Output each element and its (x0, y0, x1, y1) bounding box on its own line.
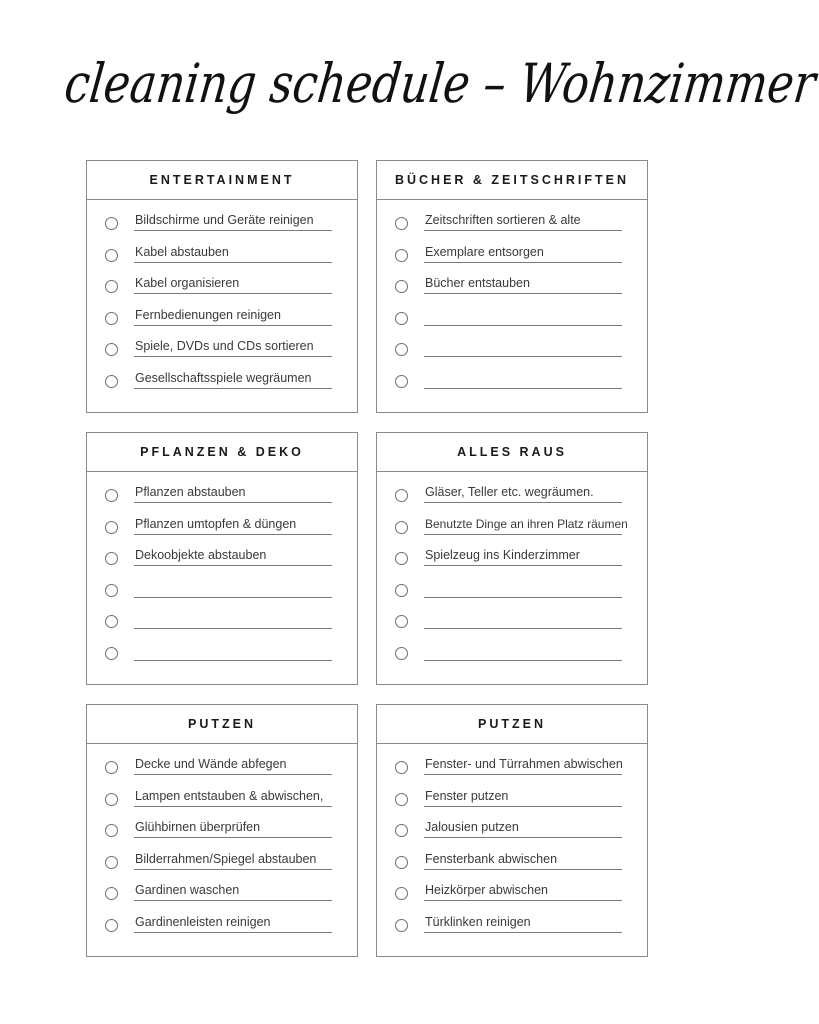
checklist-item[interactable] (87, 209, 357, 241)
writing-line (134, 325, 332, 326)
writing-line (424, 774, 622, 775)
checklist-item[interactable] (87, 639, 357, 671)
checklist-item[interactable] (377, 753, 647, 785)
checkbox-circle-icon[interactable] (105, 489, 118, 502)
card-header: PUTZEN (87, 705, 357, 744)
checkbox-circle-icon[interactable] (395, 887, 408, 900)
writing-line (424, 262, 622, 263)
item-label: Gläser, Teller etc. wegräumen. (425, 485, 594, 499)
item-label: Gardinenleisten reinigen (135, 914, 271, 929)
checklist-item[interactable] (87, 848, 357, 880)
checkbox-circle-icon[interactable] (395, 312, 408, 325)
checklist-item[interactable] (377, 209, 647, 241)
item-label: Gardinen waschen (135, 883, 240, 898)
checkbox-circle-icon[interactable] (395, 375, 408, 388)
checklist-item[interactable] (377, 304, 647, 336)
card-header: PFLANZEN & DEKO (87, 433, 357, 472)
item-label: Bilderrahmen/Spiegel abstauben (135, 851, 317, 866)
checklist-item[interactable] (87, 576, 357, 608)
item-label: Türklinken reinigen (425, 914, 531, 929)
checkbox-circle-icon[interactable] (395, 217, 408, 230)
checklist-item[interactable] (377, 576, 647, 608)
checkbox-circle-icon[interactable] (395, 280, 408, 293)
checklist-item[interactable] (377, 367, 647, 399)
writing-line (134, 565, 332, 566)
writing-line (424, 806, 622, 807)
checkbox-circle-icon[interactable] (105, 584, 118, 597)
writing-line (424, 356, 622, 357)
item-label: Fernbedienungen reinigen (135, 307, 281, 322)
item-label: Bildschirme und Geräte reinigen (135, 213, 314, 227)
checklist-item[interactable] (377, 272, 647, 304)
checkbox-circle-icon[interactable] (395, 824, 408, 837)
item-label: Bücher entstauben (425, 276, 530, 291)
checklist-item[interactable] (87, 911, 357, 943)
checkbox-circle-icon[interactable] (105, 793, 118, 806)
checkbox-circle-icon[interactable] (105, 312, 118, 325)
checklist-item[interactable] (377, 607, 647, 639)
checklist-item[interactable] (87, 241, 357, 273)
card-alles-raus (376, 432, 648, 685)
item-label: Jalousien putzen (425, 820, 519, 835)
card-header: BÜCHER & ZEITSCHRIFTEN (377, 161, 647, 200)
checkbox-circle-icon[interactable] (395, 856, 408, 869)
checklist-item[interactable] (87, 367, 357, 399)
checkbox-circle-icon[interactable] (105, 280, 118, 293)
item-label: Dekoobjekte abstauben (135, 548, 267, 563)
checkbox-circle-icon[interactable] (395, 793, 408, 806)
checkbox-circle-icon[interactable] (395, 521, 408, 534)
checklist-item[interactable] (377, 911, 647, 943)
item-label: Fenster putzen (425, 788, 509, 803)
writing-line (134, 388, 332, 389)
card-header: PUTZEN (377, 705, 647, 744)
writing-line (424, 932, 622, 933)
writing-line (134, 262, 332, 263)
writing-line (424, 628, 622, 629)
item-label: Benutzte Dinge an ihren Platz räumen (425, 516, 628, 531)
item-label: Fenster- und Türrahmen abwischen (425, 757, 623, 771)
checkbox-circle-icon[interactable] (395, 615, 408, 628)
writing-line (134, 230, 332, 231)
checkbox-circle-icon[interactable] (105, 615, 118, 628)
checklist-item[interactable] (87, 879, 357, 911)
writing-line (134, 837, 332, 838)
checkbox-circle-icon[interactable] (105, 249, 118, 262)
item-label: Glühbirnen überprüfen (135, 820, 261, 835)
item-label: Kabel organisieren (135, 276, 240, 291)
checkbox-circle-icon[interactable] (105, 343, 118, 356)
item-label: Spielzeug ins Kinderzimmer (425, 548, 580, 563)
item-label: Fensterbank abwischen (425, 851, 558, 866)
checkbox-circle-icon[interactable] (395, 761, 408, 774)
card-putzen-right (376, 704, 648, 957)
writing-line (424, 837, 622, 838)
writing-line (134, 806, 332, 807)
checklist-item[interactable] (377, 816, 647, 848)
writing-line (134, 660, 332, 661)
checkbox-circle-icon[interactable] (105, 647, 118, 660)
checklist-item[interactable] (87, 607, 357, 639)
writing-line (134, 932, 332, 933)
checklist-item[interactable] (377, 544, 647, 576)
item-label: Lampen entstauben & abwischen, (135, 788, 324, 803)
checklist-item[interactable] (377, 241, 647, 273)
writing-line (424, 388, 622, 389)
checklist-item[interactable] (377, 639, 647, 671)
writing-line (424, 293, 622, 294)
item-label: Heizkörper abwischen (425, 883, 548, 898)
writing-line (424, 869, 622, 870)
checkbox-circle-icon[interactable] (395, 343, 408, 356)
writing-line (424, 900, 622, 901)
checkbox-circle-icon[interactable] (105, 887, 118, 900)
writing-line (134, 293, 332, 294)
checklist-item[interactable] (377, 335, 647, 367)
writing-line (424, 502, 622, 503)
writing-line (134, 597, 332, 598)
writing-line (134, 534, 332, 535)
checkbox-circle-icon[interactable] (395, 647, 408, 660)
writing-line (134, 356, 332, 357)
checklist-item[interactable] (87, 513, 357, 545)
card-header: ENTERTAINMENT (87, 161, 357, 200)
card-pflanzen-deko (86, 432, 358, 685)
card-entertainment (86, 160, 358, 413)
checkbox-circle-icon[interactable] (105, 552, 118, 565)
writing-line (134, 628, 332, 629)
card-header: ALLES RAUS (377, 433, 647, 472)
item-label: Exemplare entsorgen (425, 244, 544, 259)
card-buecher-zeitschriften (376, 160, 648, 413)
writing-line (134, 900, 332, 901)
checklist-item[interactable] (377, 785, 647, 817)
item-label: Gesellschaftsspiele wegräumen (135, 370, 312, 385)
checklist-item[interactable] (377, 481, 647, 513)
checkbox-circle-icon[interactable] (105, 521, 118, 534)
writing-line (424, 597, 622, 598)
item-label: Kabel abstauben (135, 244, 229, 259)
checkbox-circle-icon[interactable] (395, 584, 408, 597)
checklist-item[interactable] (87, 481, 357, 513)
checklist-item[interactable] (377, 513, 647, 545)
item-label: Pflanzen umtopfen & düngen (135, 516, 297, 531)
card-putzen-left (86, 704, 358, 957)
checklist-item[interactable] (87, 753, 357, 785)
checklist-item[interactable] (87, 785, 357, 817)
checkbox-circle-icon[interactable] (105, 919, 118, 932)
checkbox-circle-icon[interactable] (105, 761, 118, 774)
writing-line (134, 502, 332, 503)
item-label: Pflanzen abstauben (135, 485, 246, 499)
checklist-item[interactable] (87, 272, 357, 304)
checkbox-circle-icon[interactable] (395, 249, 408, 262)
checkbox-circle-icon[interactable] (395, 919, 408, 932)
checkbox-circle-icon[interactable] (105, 824, 118, 837)
writing-line (424, 534, 622, 535)
checkbox-circle-icon[interactable] (105, 856, 118, 869)
item-label: Zeitschriften sortieren & alte (425, 213, 581, 227)
writing-line (424, 660, 622, 661)
checkbox-circle-icon[interactable] (105, 375, 118, 388)
writing-line (424, 230, 622, 231)
writing-line (424, 325, 622, 326)
writing-line (134, 869, 332, 870)
checkbox-circle-icon[interactable] (105, 217, 118, 230)
item-label: Spiele, DVDs und CDs sortieren (135, 339, 314, 354)
writing-line (424, 565, 622, 566)
checkbox-circle-icon[interactable] (395, 552, 408, 565)
checklist-item[interactable] (377, 879, 647, 911)
item-label: Decke und Wände abfegen (135, 757, 287, 771)
writing-line (134, 774, 332, 775)
checklist-item[interactable] (87, 304, 357, 336)
checklist-item[interactable] (377, 848, 647, 880)
page-title: cleaning schedule – Wohnzimmer (61, 52, 819, 115)
checklist-item[interactable] (87, 335, 357, 367)
checklist-item[interactable] (87, 544, 357, 576)
checkbox-circle-icon[interactable] (395, 489, 408, 502)
checklist-item[interactable] (87, 816, 357, 848)
